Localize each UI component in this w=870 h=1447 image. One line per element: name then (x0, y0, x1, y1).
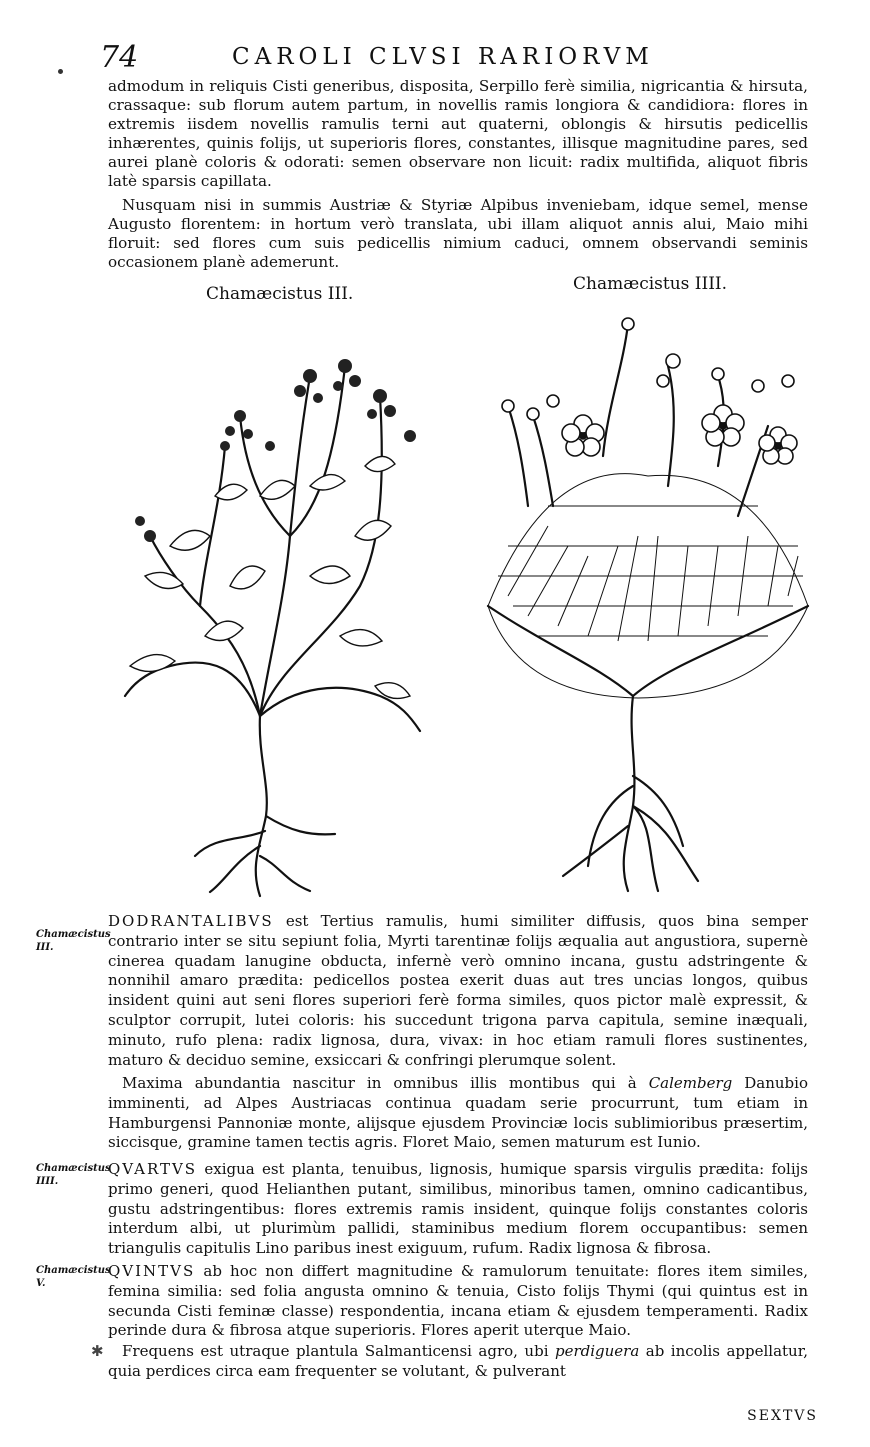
vernacular-term: perdiguera (554, 1342, 640, 1360)
paragraph-text: exigua est planta, tenuibus, lignosis, humique sparsis virgulis prædita: folijs primo generi, quod Helianthen putant, similibus, minoribus tamen, omnino cadicantibus, gustu adstringentibus: flores extremis ramis insident, quinque folijs constantes coloris interdum albi, ut plurimùm pallidi, staminibus medium florem occupantibus: semen triangulis capitulis Lino paribus inest exiguum, rufum. Radix lignosa & fibrosa. (108, 1160, 808, 1258)
text-paragraph (108, 1074, 808, 1160)
marginal-note-number: V. (36, 1278, 46, 1289)
marginal-note-number: IIII. (36, 1176, 59, 1187)
paragraph-text: Nusquam nisi in summis Austriæ & Styriæ Alpibus inveniebam, idque semel, mense Augusto florentem: in hortum verò translata, ubi illam aliquot annis alui, Maio mihi floruit: sed flores cum suis pedicellis nimium caduci, omnem observandi seminis occasionem planè ademerunt. (108, 196, 808, 271)
marginal-note (36, 1162, 111, 1188)
plant-woodcut-svg (468, 306, 824, 896)
margin-dot (58, 69, 63, 74)
text-paragraph (108, 1342, 808, 1386)
text-paragraph (108, 196, 808, 273)
text-paragraph (108, 77, 808, 194)
paragraph-text: ab incolis appellatur, quia perdices circa eam frequenter se volutant, & pulverant (108, 1342, 809, 1380)
paragraph-text: admodum in reliquis Cisti generibus, disposita, Serpillo ferè similia, nigricantia & hirsuta, crassaque: sub florum autem partum, in novellis ramis longiora & candidiora: flores in extremis iisdem novellis ramulis terni aut quaterni, oblongis & hirsutis pedicellis inhærentes, quinis folijs, ut superioris flores, constantes, illisque magnitudine pares, sed aurei planè coloris & odorati: semen observare non licuit: radix multifida, aliquot fibris latè sparsis capillata. (108, 77, 808, 190)
text-paragraph (108, 1262, 808, 1342)
marginal-note-label: Chamæcistus (36, 1265, 111, 1276)
woodcut-illustration (110, 336, 440, 902)
text-paragraph (108, 1160, 808, 1260)
figure-caption: Chamæcistus III. (206, 284, 354, 304)
marginal-note-number: III. (36, 942, 54, 953)
woodcut-illustration (468, 306, 824, 896)
page-header (100, 40, 840, 80)
page-number: 74 (100, 40, 139, 75)
catchword: SEXTVS (747, 1408, 818, 1424)
plant-woodcut-svg (110, 336, 440, 902)
place-name: Calemberg (648, 1074, 733, 1092)
paragraph-text: Danubio imminenti, ad Alpes Austriacas continua quadam serie procurrunt, tum etiam in Hamburgensi Pannoniæ monte, alijsque ejusdem Provinciæ locis sublimioribus præsertim, siccisque, gramine tamen tectis agris. Floret Maio, semen maturum est Iunio. (108, 1074, 808, 1152)
paragraph-lead-word: DODRANTALIBVS (108, 912, 274, 930)
marginal-note-label: Chamæcistus (36, 929, 111, 940)
text-paragraph (108, 912, 808, 1074)
paragraph-text: Maxima abundantia nascitur in omnibus illis montibus qui à (122, 1074, 649, 1092)
paragraph-text: Frequens est utraque plantula Salmanticensi agro, ubi (122, 1342, 555, 1360)
marginal-note-label: Chamæcistus (36, 1163, 111, 1174)
paragraph-text: est Tertius ramulis, humi similiter diffusis, quos bina semper contrario inter se situ sepiunt folia, Myrti tarentinæ folijs æqualia aut angustiora, supernè cinerea quadam lanugine obducta, infernè verò omnino incana, gustu adstringente & nonnihil amaro prædita: pedicellos postea exerit duas aut tres uncias longos, quibus insident quini aut seni flores superiori ferè forma similes, quos pictor malè expressit, & sculptor corrupit, lutei coloris: his succedunt trigona parva capitula, semine inæquali, minuto, rufo plena: radix lignosa, dura, vivax: in hoc etiam ramuli flores sustinentes, maturo & deciduo semine, exsiccari & confringi plerumque solent. (108, 912, 808, 1069)
marginal-note (36, 928, 111, 954)
marginal-note (36, 1264, 111, 1290)
paragraph-lead-word: QVINTVS (108, 1262, 196, 1280)
paragraph-lead-word: QVARTVS (108, 1160, 198, 1178)
asterisk-icon: ✱ (91, 1342, 104, 1360)
figure-caption: Chamæcistus IIII. (573, 274, 728, 294)
paragraph-text: ab hoc non differt magnitudine & ramulorum tenuitate: flores item similes, femina similia: sed folia angusta omnino & tenuia, Cisto folijs Thymi (qui quintus est in secunda Cisti feminæ classe) respondentia, incana etiam & ejusdem temperamenti. Radix perinde dura & fibrosa atque superioris. Flores aperit uterque Maio. (108, 1262, 808, 1340)
running-head: CAROLI CLVSI RARIORVM (232, 44, 654, 70)
